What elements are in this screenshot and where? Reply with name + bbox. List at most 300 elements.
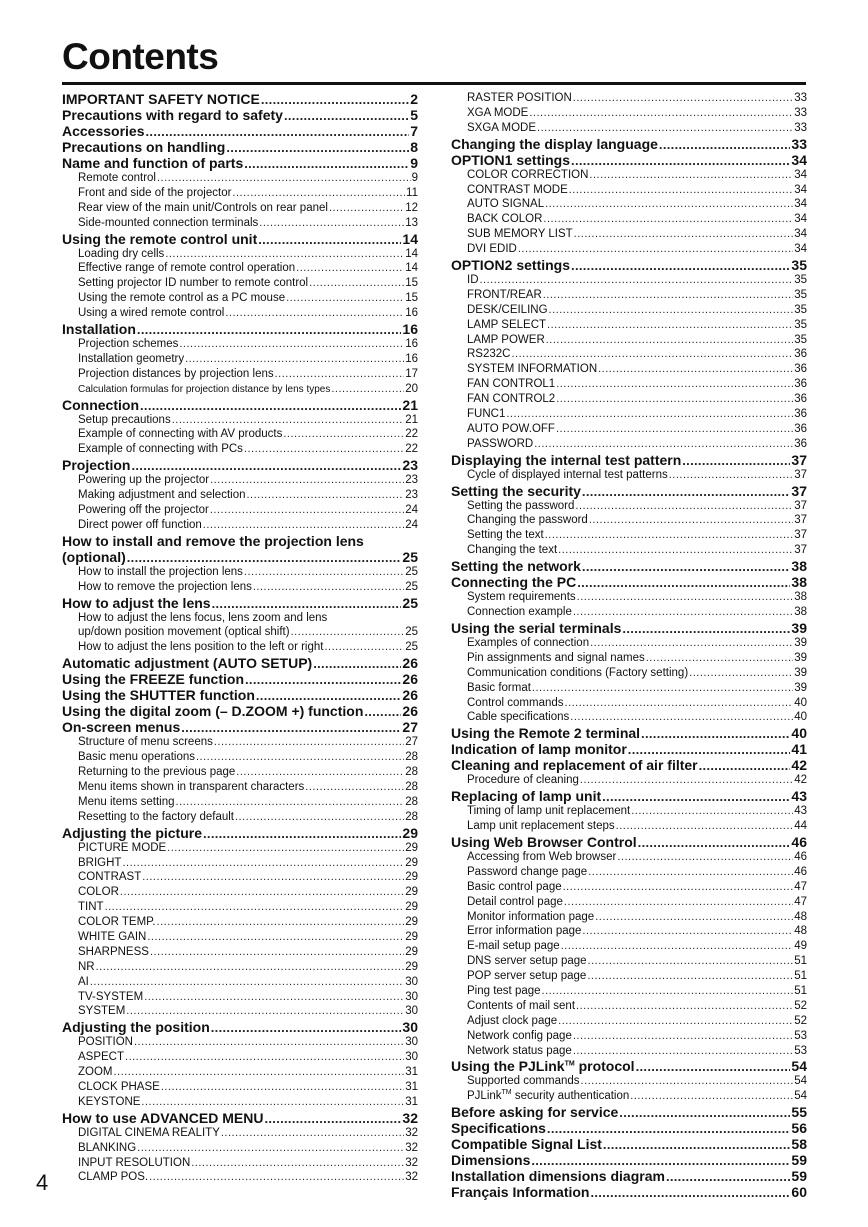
toc-entry-label: How to adjust the lens focus, lens zoom and lens <box>78 611 328 624</box>
toc-subentry[interactable] <box>62 900 418 915</box>
toc-section-entry[interactable] <box>451 1168 807 1184</box>
toc-entry-label: Connection example <box>467 606 572 619</box>
leader-dots <box>225 306 404 321</box>
toc-subentry[interactable] <box>451 303 807 318</box>
leader-dots <box>324 640 404 655</box>
leader-dots <box>296 261 404 276</box>
toc-section-entry[interactable] <box>62 139 418 155</box>
toc-subentry[interactable] <box>62 216 418 231</box>
toc-entry-label: COLOR <box>78 886 119 899</box>
toc-section-entry[interactable] <box>451 257 807 273</box>
toc-subentry[interactable] <box>62 276 418 291</box>
toc-page-number: 29 <box>405 901 418 914</box>
toc-subentry[interactable] <box>62 518 418 533</box>
leader-dots <box>247 488 405 503</box>
toc-entry-label: Using the digital zoom (– D.ZOOM +) function <box>62 703 364 720</box>
toc-entry-label: up/down position movement (optical shift) <box>78 626 290 639</box>
toc-entry-label: Lamp unit replacement steps <box>467 820 615 833</box>
toc-page-number: 17 <box>405 367 418 380</box>
leader-dots <box>157 171 411 186</box>
toc-subentry[interactable] <box>451 636 807 651</box>
toc-entry-label: SYSTEM INFORMATION <box>467 363 598 376</box>
toc-subentry[interactable] <box>451 865 807 880</box>
toc-page-number: 46 <box>794 865 807 878</box>
toc-entry-label: Projection schemes <box>78 338 179 351</box>
toc-page-number: 35 <box>794 274 807 287</box>
leader-dots <box>134 1035 404 1050</box>
toc-entry-label: Pin assignments and signal names <box>467 651 645 664</box>
toc-entry-label: DESK/CEILING <box>467 303 548 316</box>
toc-subentry[interactable] <box>451 422 807 437</box>
toc-subentry[interactable] <box>62 337 418 352</box>
toc-subentry[interactable] <box>62 611 418 626</box>
leader-dots <box>131 458 401 474</box>
toc-subentry[interactable] <box>451 168 807 183</box>
leader-dots <box>165 247 404 262</box>
toc-section-entry[interactable] <box>451 1136 807 1152</box>
toc-entry-label: Network status page <box>467 1044 572 1057</box>
leader-dots <box>565 696 794 711</box>
toc-entry-label: Powering off the projector <box>78 504 209 517</box>
leader-dots <box>214 735 404 750</box>
toc-page-number: 16 <box>405 338 418 351</box>
toc-page-number: 54 <box>794 1090 807 1103</box>
toc-section-entry[interactable] <box>62 231 418 247</box>
leader-dots <box>573 1044 793 1059</box>
toc-subentry[interactable] <box>451 939 807 954</box>
leader-dots <box>590 636 793 651</box>
toc-subentry[interactable] <box>62 382 418 397</box>
toc-subentry[interactable] <box>62 565 418 580</box>
toc-section-entry[interactable] <box>451 1152 807 1168</box>
toc-subentry[interactable] <box>62 442 418 457</box>
toc-subentry[interactable] <box>62 427 418 442</box>
toc-section-entry[interactable] <box>451 725 807 741</box>
leader-dots <box>699 758 791 774</box>
leader-dots <box>137 322 402 338</box>
toc-subentry[interactable] <box>62 750 418 765</box>
toc-entry-label: Timing of lamp unit replacement <box>467 805 631 818</box>
toc-subentry[interactable] <box>451 1014 807 1029</box>
toc-entry-label: PASSWORD <box>467 437 534 450</box>
toc-subentry[interactable] <box>62 503 418 518</box>
toc-page-number: 16 <box>405 307 418 320</box>
toc-entry-label: Using the remote control unit <box>62 230 258 247</box>
toc-subentry[interactable] <box>451 804 807 819</box>
toc-entry-label: DNS server setup page <box>467 955 587 968</box>
toc-section-entry[interactable] <box>451 788 807 804</box>
toc-section-entry[interactable] <box>62 321 418 337</box>
toc-subentry[interactable] <box>451 273 807 288</box>
leader-dots <box>628 742 791 758</box>
leader-dots <box>125 1050 404 1065</box>
toc-entry-label: CONTRAST <box>78 871 142 884</box>
toc-subentry[interactable] <box>451 227 807 242</box>
toc-subentry[interactable] <box>451 880 807 895</box>
leader-dots <box>235 810 404 825</box>
toc-subentry[interactable] <box>62 413 418 428</box>
toc-subentry[interactable] <box>62 1156 418 1171</box>
toc-page-number: 52 <box>794 1014 807 1027</box>
leader-dots <box>146 124 410 140</box>
toc-subentry[interactable] <box>62 1050 418 1065</box>
toc-subentry[interactable] <box>62 841 418 856</box>
leader-dots <box>636 1059 791 1075</box>
toc-subentry[interactable] <box>451 1089 807 1104</box>
toc-entry-label: Changing the password <box>467 514 588 527</box>
toc-subentry[interactable] <box>451 528 807 543</box>
toc-subentry[interactable] <box>62 625 418 640</box>
leader-dots <box>622 621 790 637</box>
toc-entry-label: Remote control <box>78 172 156 184</box>
toc-entry-label: Dimensions <box>451 1152 531 1169</box>
toc-subentry[interactable] <box>451 681 807 696</box>
toc-subentry[interactable] <box>451 288 807 303</box>
toc-entry-label: Precautions on handling <box>62 139 226 155</box>
toc-entry-label: Using the remote control as a PC mouse <box>78 292 286 305</box>
leader-dots <box>603 1137 791 1153</box>
toc-entry-label: Using a wired remote control <box>78 307 225 320</box>
toc-entry-label: Detail control page <box>467 895 563 908</box>
toc-page-number: 36 <box>794 348 807 361</box>
toc-subentry[interactable] <box>451 710 807 725</box>
leader-dots <box>564 895 793 910</box>
toc-subentry[interactable] <box>451 850 807 865</box>
toc-page-number: 55 <box>791 1104 807 1121</box>
toc-subentry[interactable] <box>451 1029 807 1044</box>
toc-page-number: 2 <box>410 91 418 107</box>
toc-subentry[interactable] <box>451 1044 807 1059</box>
toc-section-entry[interactable] <box>62 687 418 703</box>
toc-subentry[interactable] <box>62 640 418 655</box>
toc-subentry[interactable] <box>451 969 807 984</box>
toc-subentry[interactable] <box>451 910 807 925</box>
toc-entry-label: Adjusting the picture <box>62 824 202 841</box>
toc-section-entry[interactable] <box>62 107 418 123</box>
toc-subentry[interactable] <box>451 543 807 558</box>
toc-subentry[interactable] <box>62 810 418 825</box>
toc-section-entry[interactable] <box>62 1110 418 1126</box>
toc-subentry[interactable] <box>62 186 418 201</box>
toc-page-number: 40 <box>794 696 807 709</box>
toc-subentry[interactable] <box>62 291 418 306</box>
leader-dots <box>236 765 404 780</box>
toc-subentry[interactable] <box>62 171 418 186</box>
toc-subentry[interactable] <box>451 197 807 212</box>
toc-entry-label: Cycle of displayed internal test patterns <box>467 468 668 481</box>
toc-entry-label: Adjust clock page <box>467 1014 558 1027</box>
toc-section-entry[interactable] <box>451 574 807 590</box>
toc-section-entry[interactable] <box>451 1184 807 1200</box>
toc-subentry[interactable] <box>451 468 807 483</box>
toc-page-number: 47 <box>794 880 807 893</box>
toc-subentry[interactable] <box>62 1080 418 1095</box>
leader-dots <box>631 804 793 819</box>
toc-entry-label: Making adjustment and selection <box>78 489 246 502</box>
toc-subentry[interactable] <box>451 121 807 136</box>
toc-page-number: 35 <box>794 288 807 301</box>
leader-dots <box>669 468 793 483</box>
toc-subentry[interactable] <box>62 735 418 750</box>
toc-entry-label: Compatible Signal List <box>451 1136 602 1153</box>
toc-entry-label: Example of connecting with AV products <box>78 428 283 441</box>
toc-page-number: 37 <box>791 482 807 499</box>
toc-entry-label: DVI EDID <box>467 243 517 256</box>
toc-entry-label: Structure of menu screens <box>78 736 213 749</box>
toc-subentry[interactable] <box>62 915 418 930</box>
leader-dots <box>221 1126 404 1141</box>
toc-section-entry[interactable] <box>62 91 418 107</box>
toc-subentry[interactable] <box>451 499 807 514</box>
toc-subentry[interactable] <box>451 392 807 407</box>
toc-section-entry[interactable] <box>62 457 418 473</box>
toc-section-entry[interactable] <box>62 703 418 719</box>
leader-dots <box>590 1185 790 1201</box>
toc-subentry[interactable] <box>451 605 807 620</box>
toc-page-number: 25 <box>405 641 418 654</box>
leader-dots <box>284 108 409 124</box>
leader-dots <box>589 513 793 528</box>
toc-subentry[interactable] <box>62 1126 418 1141</box>
toc-entry-label: Replacing of lamp unit <box>451 788 602 805</box>
toc-entry-label: On-screen menus <box>62 719 181 736</box>
toc-page-number: 9 <box>410 155 418 171</box>
toc-page-number: 5 <box>410 107 418 123</box>
toc-page-number: 40 <box>791 725 807 742</box>
toc-subentry[interactable] <box>62 1095 418 1110</box>
toc-subentry[interactable] <box>451 1074 807 1089</box>
leader-dots <box>176 795 405 810</box>
toc-subentry[interactable] <box>451 954 807 969</box>
toc-subentry[interactable] <box>451 318 807 333</box>
leader-dots <box>582 559 791 575</box>
toc-section-entry[interactable] <box>451 483 807 499</box>
toc-subentry[interactable] <box>62 247 418 262</box>
toc-subentry[interactable] <box>451 333 807 348</box>
toc-entry-label: FAN CONTROL2 <box>467 393 556 406</box>
toc-page-number: 26 <box>402 687 418 704</box>
toc-subentry[interactable] <box>451 407 807 422</box>
toc-section-entry[interactable] <box>62 719 418 735</box>
toc-section-entry[interactable] <box>62 123 418 139</box>
toc-subentry[interactable] <box>451 91 807 106</box>
leader-dots <box>666 1169 790 1185</box>
toc-entry-label: POSITION <box>78 1036 133 1049</box>
leader-dots <box>264 1111 401 1127</box>
leader-dots <box>549 303 794 318</box>
toc-page-number: 35 <box>794 303 807 316</box>
toc-section-entry[interactable] <box>62 397 418 413</box>
toc-section-entry[interactable] <box>62 595 418 611</box>
toc-page-number: 23 <box>402 457 418 474</box>
leader-dots <box>532 681 793 696</box>
toc-subentry[interactable] <box>62 765 418 780</box>
leader-dots <box>589 168 793 183</box>
toc-subentry[interactable] <box>62 1004 418 1019</box>
toc-subentry[interactable] <box>451 362 807 377</box>
toc-subentry[interactable] <box>62 870 418 885</box>
toc-subentry[interactable] <box>62 930 418 945</box>
toc-entry-label: Setting the network <box>451 558 581 575</box>
toc-entry-label: LAMP POWER <box>467 333 545 346</box>
toc-subentry[interactable] <box>451 242 807 257</box>
toc-section-entry[interactable] <box>62 549 418 565</box>
toc-entry-label: Supported commands <box>467 1075 580 1088</box>
toc-subentry[interactable] <box>451 984 807 999</box>
toc-section-entry[interactable] <box>451 1120 807 1136</box>
toc-page-number: 29 <box>405 916 418 929</box>
leader-dots <box>556 377 793 392</box>
toc-subentry[interactable] <box>62 488 418 503</box>
leader-dots <box>588 865 793 880</box>
toc-subentry[interactable] <box>451 513 807 528</box>
toc-section-entry[interactable] <box>451 1104 807 1120</box>
toc-subentry[interactable] <box>451 437 807 452</box>
toc-page-number: 33 <box>794 106 807 119</box>
toc-subentry[interactable] <box>451 924 807 939</box>
toc-section-entry[interactable] <box>62 155 418 171</box>
toc-entry-label: FAN CONTROL1 <box>467 378 556 391</box>
leader-dots <box>547 318 793 333</box>
toc-subentry[interactable] <box>451 377 807 392</box>
toc-page-number: 43 <box>794 805 807 818</box>
toc-subentry[interactable] <box>62 795 418 810</box>
leader-dots <box>181 720 401 736</box>
toc-subentry[interactable] <box>451 696 807 711</box>
leader-dots <box>534 437 793 452</box>
toc-subentry[interactable] <box>451 651 807 666</box>
toc-page-number: 32 <box>405 1156 418 1169</box>
leader-dots <box>256 688 402 704</box>
toc-entry-label: Procedure of cleaning <box>467 774 579 787</box>
toc-entry-label: Using the serial terminals <box>451 619 622 636</box>
leader-dots <box>506 407 793 422</box>
toc-entry-label: Setting the security <box>451 482 581 499</box>
toc-subentry[interactable] <box>62 856 418 871</box>
toc-entry-label: SXGA MODE <box>467 121 537 134</box>
toc-subentry[interactable] <box>451 183 807 198</box>
toc-entry-label: Front and side of the projector <box>78 186 232 199</box>
toc-page-number: 28 <box>405 795 418 808</box>
toc-page-number: 51 <box>794 970 807 983</box>
toc-page-number: 26 <box>402 655 418 672</box>
toc-section-entry[interactable] <box>451 620 807 636</box>
leader-dots <box>122 856 404 871</box>
toc-section-entry[interactable] <box>451 136 807 152</box>
toc-entry-label: ASPECT <box>78 1051 125 1064</box>
toc-section-entry[interactable] <box>451 452 807 468</box>
toc-subentry[interactable] <box>62 1065 418 1080</box>
toc-section-entry[interactable] <box>451 152 807 168</box>
toc-subentry[interactable] <box>451 819 807 834</box>
toc-entry-label: AUTO SIGNAL <box>467 198 545 211</box>
toc-subentry[interactable] <box>62 306 418 321</box>
toc-page-number: 42 <box>791 757 807 774</box>
toc-section-heading[interactable] <box>62 533 418 549</box>
toc-subentry[interactable] <box>451 773 807 788</box>
toc-page-number: 54 <box>791 1058 807 1075</box>
leader-dots <box>689 666 793 681</box>
toc-subentry[interactable] <box>62 261 418 276</box>
toc-entry-label: Basic format <box>467 681 531 694</box>
toc-section-entry[interactable] <box>62 1019 418 1035</box>
toc-page-number: 14 <box>405 247 418 260</box>
toc-page-number: 11 <box>406 186 418 199</box>
toc-subentry[interactable] <box>62 990 418 1005</box>
leader-dots <box>577 575 790 591</box>
toc-section-entry[interactable] <box>451 1058 807 1074</box>
toc-subentry[interactable] <box>451 347 807 362</box>
toc-subentry[interactable] <box>62 352 418 367</box>
toc-subentry[interactable] <box>62 473 418 488</box>
toc-subentry[interactable] <box>62 1141 418 1156</box>
toc-subentry[interactable] <box>62 960 418 975</box>
leader-dots <box>96 960 405 975</box>
toc-entry-label: POP server setup page <box>467 970 587 983</box>
toc-section-entry[interactable] <box>62 655 418 671</box>
toc-subentry[interactable] <box>451 106 807 121</box>
leader-dots <box>573 91 793 106</box>
toc-subentry[interactable] <box>62 780 418 795</box>
toc-entry-label: Side-mounted connection terminals <box>78 216 259 229</box>
toc-page-number: 48 <box>794 910 807 923</box>
toc-page-number: 21 <box>402 396 418 413</box>
toc-subentry[interactable] <box>451 999 807 1014</box>
toc-subentry[interactable] <box>62 1035 418 1050</box>
toc-subentry[interactable] <box>62 885 418 900</box>
toc-entry-label: OPTION2 settings <box>451 257 571 274</box>
toc-section-entry[interactable] <box>451 834 807 850</box>
toc-subentry[interactable] <box>62 1170 418 1185</box>
toc-section-entry[interactable] <box>62 825 418 841</box>
toc-entry-label: Using Web Browser Control <box>451 833 637 850</box>
toc-entry-label: Cable specifications <box>467 711 570 724</box>
toc-section-entry[interactable] <box>451 757 807 773</box>
toc-entry-label: PICTURE MODE <box>78 841 167 854</box>
toc-subentry[interactable] <box>451 590 807 605</box>
leader-dots <box>140 398 401 414</box>
leader-dots <box>531 1153 790 1169</box>
leader-dots <box>571 153 790 169</box>
toc-subentry[interactable] <box>62 975 418 990</box>
toc-page-number: 32 <box>405 1171 418 1184</box>
toc-subentry[interactable] <box>451 666 807 681</box>
toc-section-entry[interactable] <box>451 558 807 574</box>
toc-subentry[interactable] <box>62 367 418 382</box>
toc-subentry[interactable] <box>62 945 418 960</box>
toc-subentry[interactable] <box>451 895 807 910</box>
toc-entry-label: PJLink™ security authentication <box>467 1089 630 1103</box>
toc-page-number: 29 <box>405 960 418 973</box>
toc-entry-label: Connecting the PC <box>451 574 577 591</box>
toc-section-entry[interactable] <box>62 671 418 687</box>
leader-dots <box>577 590 794 605</box>
toc-page-number: 25 <box>402 594 418 611</box>
toc-subentry[interactable] <box>451 212 807 227</box>
toc-page-number: 59 <box>791 1152 807 1169</box>
toc-entry-label: Installation dimensions diagram <box>451 1168 665 1185</box>
leader-dots <box>291 625 405 640</box>
toc-page-number: 31 <box>405 1066 418 1079</box>
toc-page-number: 22 <box>405 428 418 441</box>
toc-page-number: 21 <box>405 413 418 426</box>
toc-subentry[interactable] <box>62 580 418 595</box>
toc-subentry[interactable] <box>62 201 418 216</box>
leader-dots <box>137 1141 404 1156</box>
toc-entry-label: SHARPNESS <box>78 945 149 958</box>
leader-dots <box>126 1004 404 1019</box>
toc-section-entry[interactable] <box>451 741 807 757</box>
